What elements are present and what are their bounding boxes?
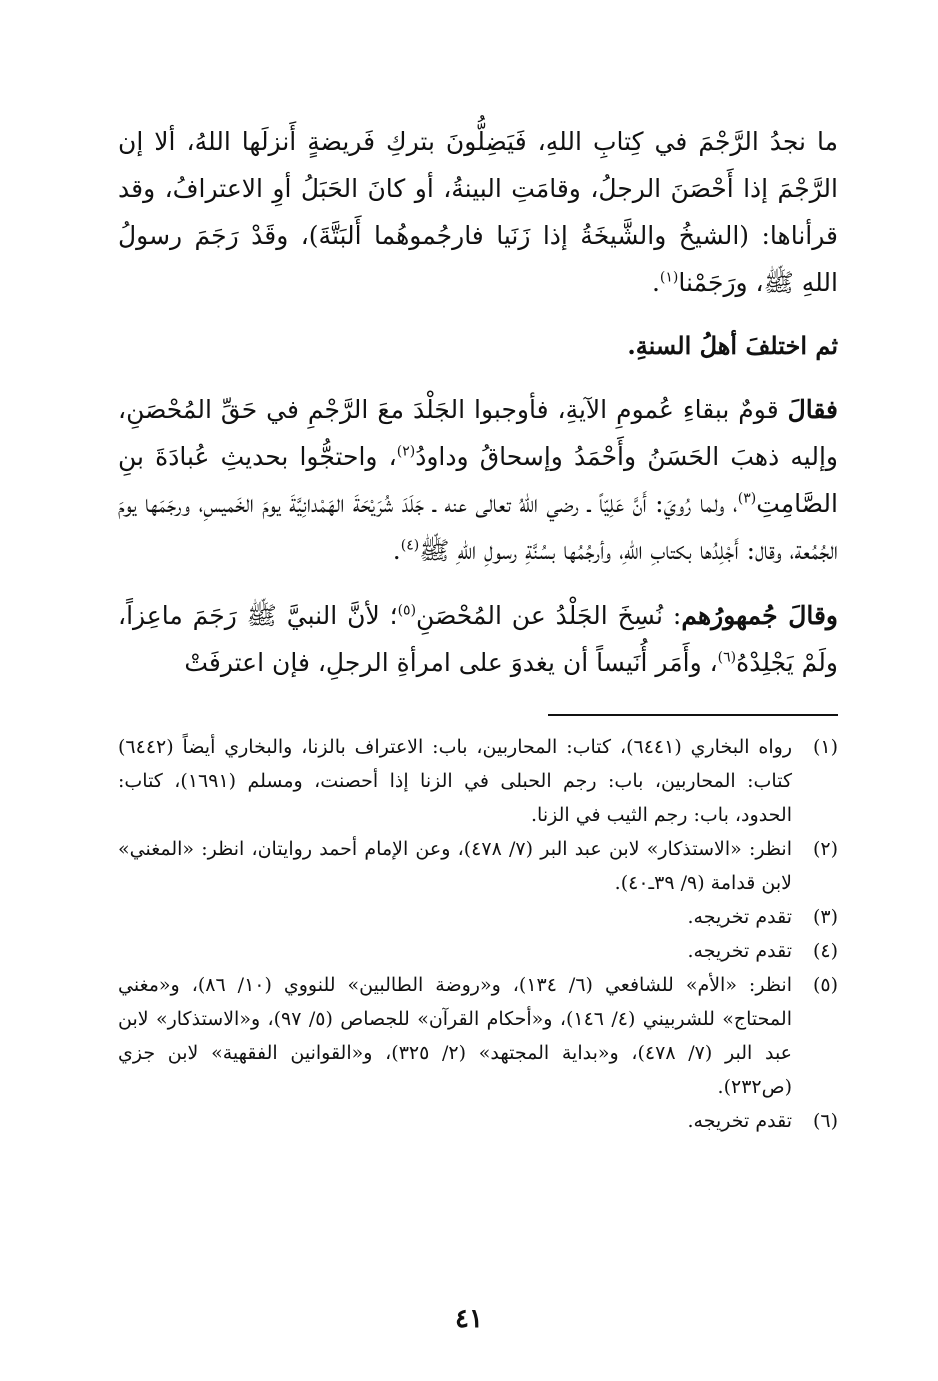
paragraph-2-text-b: ، واحتجُّوا بحديثِ عُبادَةَ بنِ الصَّامِتِ xyxy=(118,442,838,518)
footnote-number: (١) xyxy=(812,736,838,758)
footnote-ref-4[interactable]: (٤) xyxy=(400,537,420,554)
paragraph-3-text-b: ؛ لأنَّ النبيَّ ﷺ رَجَمَ ماعِزاً، ولَمْ يَجْلِدْهُ xyxy=(118,601,838,677)
footnote-number: (٢) xyxy=(812,838,838,860)
paragraph-2-lead: فقالَ xyxy=(787,395,838,424)
footnote-number: (٣) xyxy=(812,906,838,928)
footnote-6 xyxy=(118,1104,838,1138)
paragraph-1-text: ما نجدُ الرَّجْمَ في كِتابِ اللهِ، فَيَضِلُّونَ بتركِ فَريضةٍ أَنزلَها اللهُ، ألا إن الرَّجْمَ إذا أَحْصَنَ الرجلُ، وقامَتِ البينةُ، أو كانَ الحَبَلُ أوِ الاعترافُ، وقد قرأناها: (الشيخُ والشَّيخَةُ إذا زَنَيا فارجُموهُما أَلبَتَّةَ)، وقَدْ رَجَمَ رسولُ اللهِ ﷺ، ورَجَمْنا xyxy=(118,127,838,297)
paragraph-2-text-c: ، ولما رُويَ: أَنَّ عَلِيّاً ـ رضي اللهُ تعالى عنه ـ جَلَدَ شُرَيْحَةَ الهَمْدانِيَّةَ يومَ الخَميسِ، ورجَمَها يومَ الجُمُعة، وقال: أَجْلِدُها بكتابِ اللهِ، وأرجُمُها بسُنَّةِ رسولِ اللهِ ﷺ xyxy=(118,489,838,565)
footnote-ref-1[interactable]: (١) xyxy=(659,269,679,286)
paragraph-2-text-a: قومٌ ببقاءِ عُمومِ الآيةِ، فأوجبوا الجَلْدَ معَ الرَّجْمِ في حَقِّ المُحْصَنِ، وإليه ذهبَ الحَسَنُ وأَحْمَدُ وإسحاقُ وداودُ xyxy=(118,395,838,471)
footnote-2 xyxy=(118,832,838,900)
paragraph-3-text-c: ، وأَمَر أُنَيساً أن يغدوَ على امرأةِ الرجلِ، فإن اعترفَتْ xyxy=(184,648,718,677)
footnote-1 xyxy=(118,730,838,832)
section-heading: ثم اختلفَ أهلُ السنةِ. xyxy=(627,331,838,360)
footnote-text: تقدم تخريجه. xyxy=(687,906,792,928)
paragraph-1 xyxy=(118,118,838,306)
paragraph-2 xyxy=(118,386,838,574)
footnote-3 xyxy=(118,900,838,934)
page-number: ٤١ xyxy=(455,1304,483,1334)
footnote-text: تقدم تخريجه. xyxy=(687,940,792,962)
paragraph-2-end: . xyxy=(392,536,401,565)
footnote-ref-3[interactable]: (٣) xyxy=(737,490,757,507)
footnote-ref-6[interactable]: (٦) xyxy=(717,649,737,666)
footnote-ref-2[interactable]: (٢) xyxy=(396,443,416,460)
footnote-divider xyxy=(548,714,838,716)
footnote-text: رواه البخاري (٦٤٤١)، كتاب: المحاربين، باب: الاعتراف بالزنا، والبخاري أيضاً (٦٤٤٢) كتاب: المحاربين، باب: رجم الحبلى في الزنا إذا أحصنت، ومسلم (١٦٩١)، كتاب: الحدود، باب: رجم الثيب في الزنا. xyxy=(118,736,792,826)
page-body xyxy=(118,118,838,1138)
footnote-text: انظر: «الأم» للشافعي (٦/ ١٣٤)، و«روضة الطالبين» للنووي (١٠/ ٨٦)، و«مغني المحتاج» للشربيني (٤/ ١٤٦)، و«أحكام القرآن» للجصاص (٥/ ٩٧)، و«الاستذكار» لابن عبد البر (٧/ ٤٧٨)، و«بداية المجتهد» (٢/ ٣٢٥)، و«القوانين الفقهية» لابن جزي (ص٢٣٢). xyxy=(118,974,793,1098)
footnote-4 xyxy=(118,934,838,968)
paragraph-1-end: . xyxy=(651,268,660,297)
footnotes xyxy=(118,730,838,1138)
footnote-number: (٤) xyxy=(812,940,838,962)
paragraph-3-lead: وقالَ جُمهورُهم xyxy=(681,601,838,630)
footnote-5 xyxy=(118,968,838,1104)
footnote-number: (٥) xyxy=(812,974,838,996)
footnote-ref-5[interactable]: (٥) xyxy=(397,602,417,619)
footnote-text: انظر: «الاستذكار» لابن عبد البر (٧/ ٤٧٨)، وعن الإمام أحمد روايتان، انظر: «المغني» لابن قدامة (٩/ ٣٩ـ٤٠). xyxy=(118,838,792,894)
paragraph-3 xyxy=(118,592,838,686)
paragraph-3-text-a: : نُسِخَ الجَلْدُ عن المُحْصَنِ xyxy=(416,601,682,630)
footnote-text: تقدم تخريجه. xyxy=(687,1110,792,1132)
footnote-number: (٦) xyxy=(812,1110,838,1132)
